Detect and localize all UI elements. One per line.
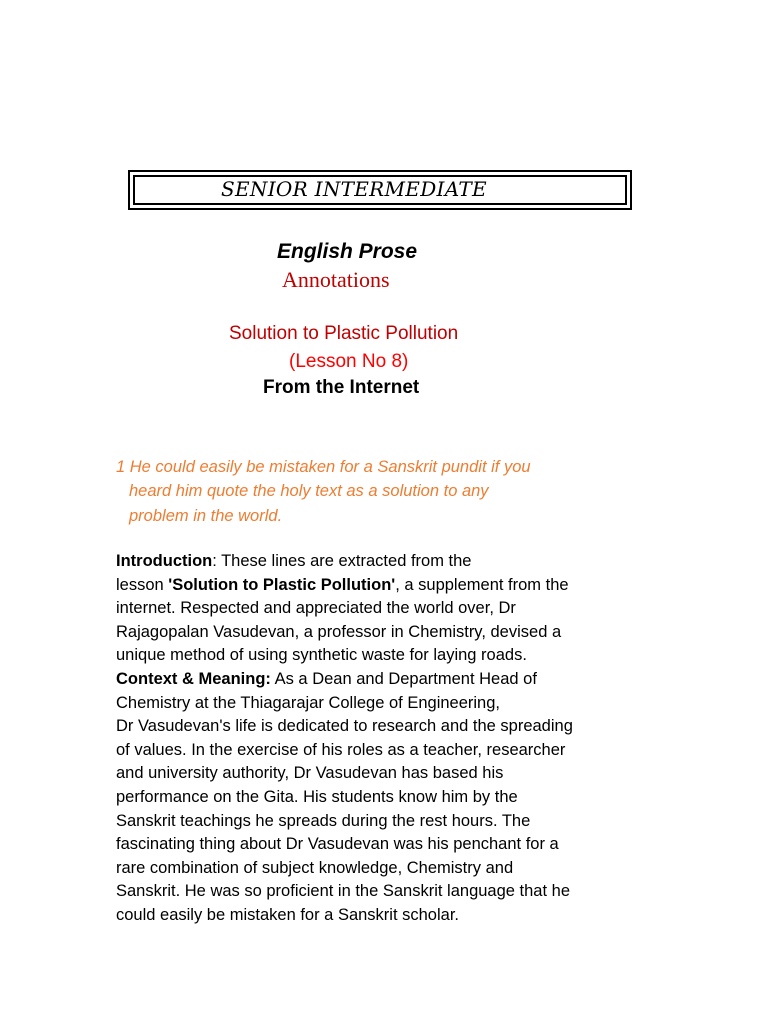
lesson-number: (Lesson No 8) [289, 351, 409, 372]
context-line: and university authority, Dr Vasudevan has based his [116, 764, 504, 783]
annotation-quote [116, 455, 616, 528]
context-line [116, 668, 646, 692]
introduction-text: , a supplement from the [395, 575, 569, 594]
context-line: Chemistry at the Thiagarajar College of Engineering, [116, 693, 500, 712]
introduction-text: : These lines are extracted from the [212, 552, 472, 570]
context-line: Dr Vasudevan's life is dedicated to research and the spreading [116, 717, 573, 736]
introduction-line [116, 550, 646, 574]
context-line: Sanskrit. He was so proficient in the Sanskrit language that he [116, 882, 570, 901]
introduction-line: internet. Respected and appreciated the world over, Dr [116, 599, 516, 618]
context-line: Sanskrit teachings he spreads during the rest hours. The [116, 811, 531, 830]
introduction-label: Introduction [116, 552, 213, 570]
context-line: fascinating thing about Dr Vasudevan was his penchant for a [116, 835, 559, 854]
quote-line: 1 He could easily be mistaken for a Sanskrit pundit if you [116, 458, 531, 476]
introduction-text: lesson [116, 575, 169, 594]
lesson-title: Solution to Plastic Pollution [229, 323, 459, 344]
introduction-line: unique method of using synthetic waste for laying roads. [116, 646, 527, 665]
annotation-body [116, 550, 646, 928]
context-line: of values. In the exercise of his roles as a teacher, researcher [116, 740, 566, 759]
introduction-line: Rajagopalan Vasudevan, a professor in Chemistry, devised a [116, 622, 562, 641]
banner-title: SENIOR INTERMEDIATE [221, 177, 487, 201]
quote-line: problem in the world. [129, 506, 283, 525]
quote-line: heard him quote the holy text as a solution to any [129, 482, 489, 501]
context-line: rare combination of subject knowledge, Chemistry and [116, 858, 514, 877]
context-line: could easily be mistaken for a Sanskrit scholar. [116, 905, 459, 924]
annotations-heading: Annotations [282, 267, 390, 292]
subject-subtitle: English Prose [277, 240, 418, 263]
lesson-source: From the Internet [263, 377, 420, 398]
context-text: As a Dean and Department Head of [270, 669, 537, 688]
introduction-line [116, 574, 646, 598]
lesson-name-bold: 'Solution to Plastic Pollution' [168, 575, 396, 594]
context-label: Context & Meaning: [116, 669, 271, 688]
context-line: performance on the Gita. His students know him by the [116, 787, 518, 806]
